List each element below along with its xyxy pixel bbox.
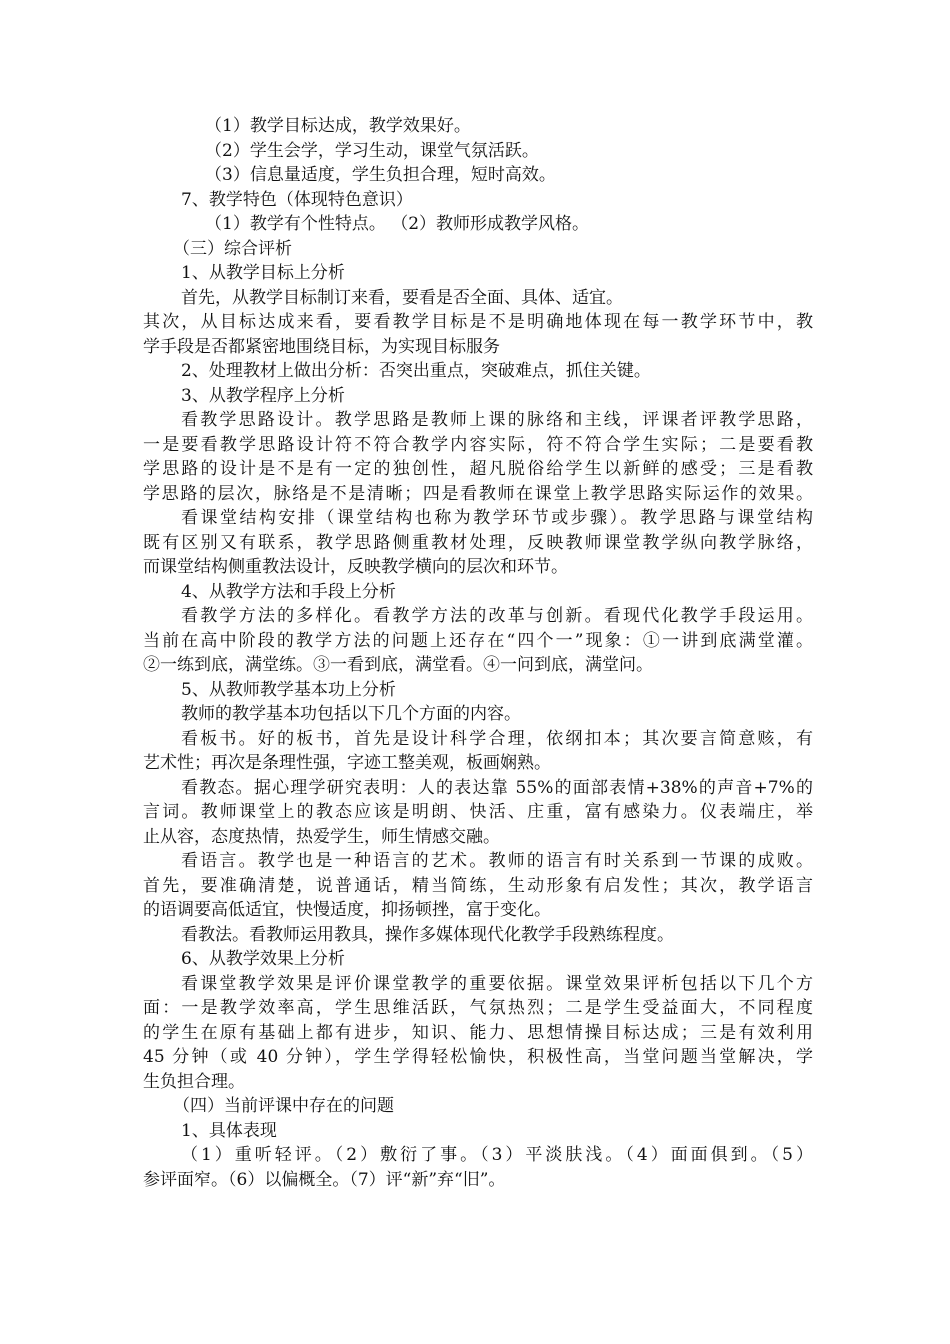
text-line: 的学生在原有基础上都有进步，知识、能力、思想情操目标达成；三是有效利用: [143, 1022, 813, 1043]
text-line: 艺术性；再次是条理性强，字迹工整美观，板画娴熟。: [143, 753, 551, 773]
text-line: 止从容，态度热情，热爱学生，师生情感交融。: [143, 826, 500, 847]
text-line: （3）信息量适度，学生负担合理，短时高效。: [205, 165, 556, 185]
text-line: （1）教学目标达成，教学效果好。: [205, 116, 471, 136]
text-line: 看教学思路设计。教学思路是教师上课的脉络和主线，评课者评教学思路，: [181, 410, 813, 430]
text-line: 看课堂教学效果是评价课堂教学的重要依据。课堂效果评析包括以下几个方: [181, 973, 813, 994]
text-line: 看教态。据心理学研究表明：人的表达靠 55%的面部表情+38%的声音+7%的: [181, 777, 813, 798]
text-line: （1）教学有个性特点。 （2）教师形成教学风格。: [205, 214, 590, 234]
text-line: 而课堂结构侧重教法设计，反映教学横向的层次和环节。: [143, 557, 568, 577]
text-line: 45 分钟（或 40 分钟），学生学得轻松愉快，积极性高，当堂问题当堂解决，学: [143, 1047, 813, 1067]
text-line: （四）当前评课中存在的问题: [173, 1096, 394, 1116]
text-line: 其次，从目标达成来看，要看教学目标是不是明确地体现在每一教学环节中，教: [143, 312, 813, 332]
text-line: ②一练到底，满堂练。③一看到底，满堂看。④一问到底，满堂问。: [143, 655, 653, 675]
text-line: 看板书。好的板书，首先是设计科学合理，依纲扣本；其次要言简意赅，有: [181, 728, 813, 749]
text-line: （1）重听轻评。（2）敷衍了事。（3）平淡肤浅。（4）面面俱到。（5）: [181, 1145, 813, 1165]
text-line: 教师的教学基本功包括以下几个方面的内容。: [181, 704, 521, 724]
text-line: 生负担合理。: [143, 1071, 245, 1092]
text-line: 当前在高中阶段的教学方法的问题上还存在“四个一”现象：①一讲到底满堂灌。: [143, 630, 813, 651]
text-line: 看语言。教学也是一种语言的艺术。教师的语言有时关系到一节课的成败。: [181, 851, 813, 871]
text-line: 1、具体表现: [181, 1120, 277, 1141]
text-line: 一是要看教学思路设计符不符合教学内容实际，符不符合学生实际；二是要看教: [143, 434, 813, 455]
text-line: 学思路的层次，脉络是不是清晰；四是看教师在课堂上教学思路实际运作的效果。: [143, 483, 813, 504]
text-line: 7、教学特色（体现特色意识）: [181, 189, 413, 210]
text-line: 5、从教师教学基本功上分析: [181, 679, 396, 700]
text-line: 看教学方法的多样化。看教学方法的改革与创新。看现代化教学手段运用。: [181, 606, 813, 626]
text-line: 面：一是教学效率高，学生思维活跃，气氛热烈；二是学生受益面大，不同程度: [143, 998, 813, 1018]
text-line: 1、从教学目标上分析: [181, 263, 345, 283]
text-line: 2、处理教材上做出分析：否突出重点，突破难点，抓住关键。: [181, 361, 651, 381]
text-line: 看教法。看教师运用教具，操作多媒体现代化教学手段熟练程度。: [181, 924, 674, 945]
text-line: 言词。教师课堂上的教态应该是明朗、快活、庄重，富有感染力。仪表端庄，举: [143, 802, 813, 822]
text-line: 3、从教学程序上分析: [181, 385, 345, 406]
text-line: 既有区别又有联系，教学思路侧重教材处理，反映教师课堂教学纵向教学脉络，: [143, 532, 813, 553]
text-line: 首先，从教学目标制订来看，要看是否全面、具体、适宜。: [181, 287, 623, 308]
text-line: 学手段是否都紧密地围绕目标，为实现目标服务: [143, 336, 500, 357]
text-line: 6、从教学效果上分析: [181, 949, 345, 969]
text-line: （三）综合评析: [173, 238, 292, 259]
text-line: 4、从教学方法和手段上分析: [181, 581, 396, 602]
text-line: 的语调要高低适宜，快慢适度，抑扬顿挫，富于变化。: [143, 900, 551, 920]
text-line: 学思路的设计是不是有一定的独创性，超凡脱俗给学生以新鲜的感受；三是看教: [143, 459, 813, 479]
text-line: （2）学生会学，学习生动，课堂气氛活跃。: [205, 140, 539, 161]
text-line: 参评面窄。（6）以偏概全。（7）评“新”弃“旧”。: [143, 1169, 506, 1190]
text-line: 首先，要准确清楚，说普通话，精当简练，生动形象有启发性；其次，教学语言: [143, 875, 813, 896]
text-line: 看课堂结构安排（课堂结构也称为教学环节或步骤）。教学思路与课堂结构: [181, 508, 813, 528]
